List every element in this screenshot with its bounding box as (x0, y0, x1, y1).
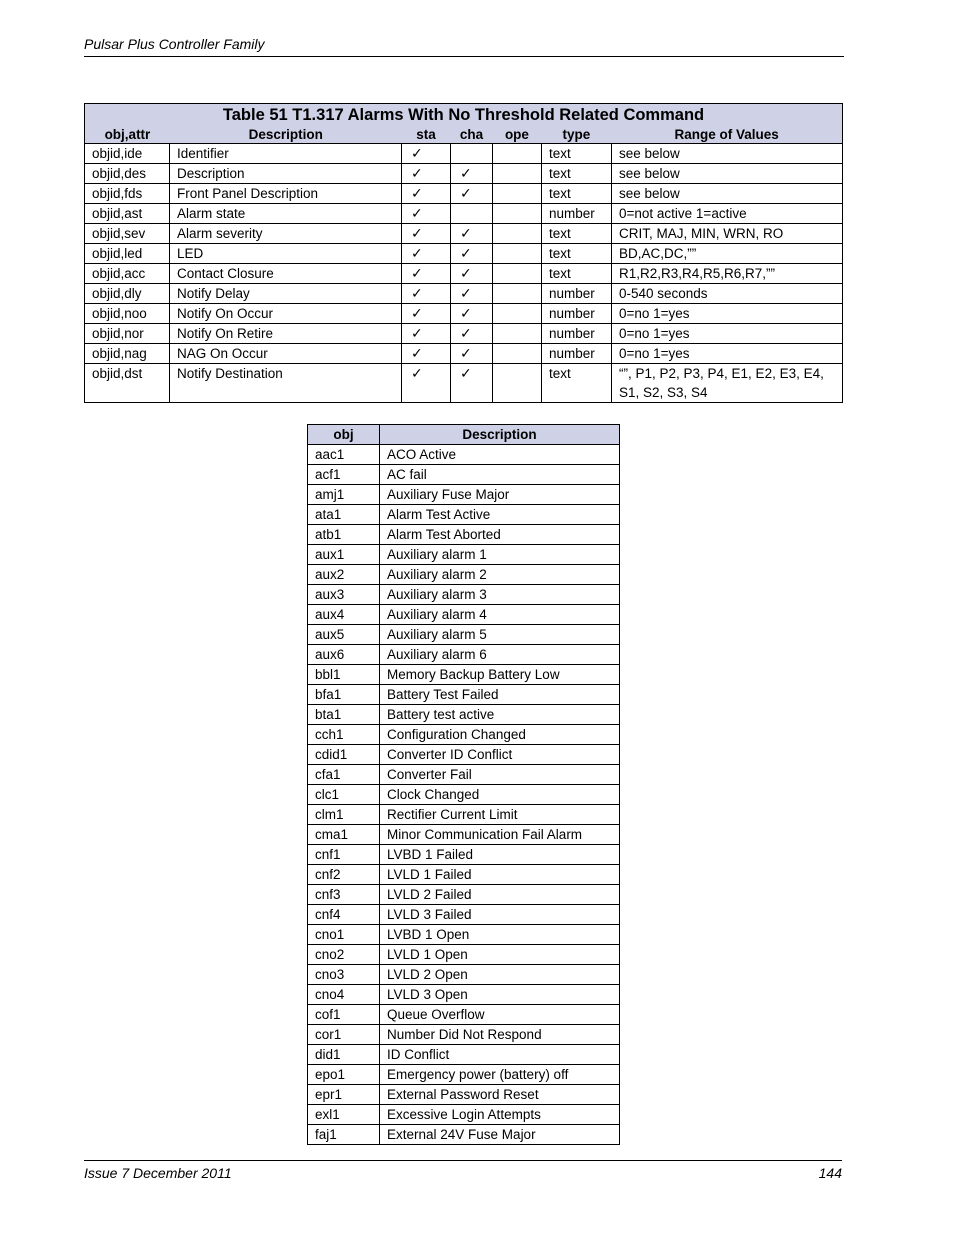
ope-cell (493, 364, 542, 403)
alarms-table-body (85, 144, 843, 403)
obj-cell: cma1 (308, 825, 380, 845)
obj-cell: ata1 (308, 505, 380, 525)
col-header-range: Range of Values (674, 127, 779, 142)
range-cell: R1,R2,R3,R4,R5,R6,R7,”” (612, 264, 843, 284)
range-cell: 0=no 1=yes (612, 304, 843, 324)
table-row (85, 264, 843, 284)
obj-cell: did1 (308, 1045, 380, 1065)
obj-cell: aux4 (308, 605, 380, 625)
obj-description-cell: Converter Fail (380, 765, 620, 785)
attr-cell: objid,dst (85, 364, 170, 403)
obj-description-cell: Auxiliary alarm 5 (380, 625, 620, 645)
obj-cell: cnf4 (308, 905, 380, 925)
obj-cell: aux6 (308, 645, 380, 665)
running-footer (84, 1160, 842, 1183)
table-row (308, 925, 620, 945)
range-cell: CRIT, MAJ, MIN, WRN, RO (612, 224, 843, 244)
sta-cell: ✓ (402, 144, 451, 164)
table-row (308, 665, 620, 685)
table-row (308, 785, 620, 805)
obj-cell: epo1 (308, 1065, 380, 1085)
type-cell: text (542, 164, 612, 184)
table-row (308, 1125, 620, 1145)
table-row (85, 304, 843, 324)
sta-cell: ✓ (402, 364, 451, 403)
obj-description-cell: AC fail (380, 465, 620, 485)
table-row (85, 144, 843, 164)
obj-description-cell: Auxiliary alarm 2 (380, 565, 620, 585)
cha-cell: ✓ (451, 364, 493, 403)
attr-cell: objid,noo (85, 304, 170, 324)
type-cell: number (542, 204, 612, 224)
obj-cell: aac1 (308, 445, 380, 465)
col-header-cha: cha (459, 127, 484, 142)
obj-cell: exl1 (308, 1105, 380, 1125)
table-row (308, 845, 620, 865)
obj-description-cell: Auxiliary alarm 6 (380, 645, 620, 665)
table-header-band (85, 104, 843, 144)
obj-description-cell: Number Did Not Respond (380, 1025, 620, 1045)
running-header (84, 35, 844, 57)
obj-cell: cdid1 (308, 745, 380, 765)
obj-cell: amj1 (308, 485, 380, 505)
table-row (308, 945, 620, 965)
ope-cell (493, 304, 542, 324)
obj-cell: acf1 (308, 465, 380, 485)
type-cell: text (542, 244, 612, 264)
col-header-type: type (562, 127, 591, 142)
table-row (308, 585, 620, 605)
table-row (308, 525, 620, 545)
table-row (308, 985, 620, 1005)
obj-description-cell: LVLD 3 Failed (380, 905, 620, 925)
description-cell: Notify Destination (170, 364, 402, 403)
obj-description-cell: Alarm Test Active (380, 505, 620, 525)
col-header-description: Description (248, 127, 323, 142)
table-row (85, 324, 843, 344)
sta-cell: ✓ (402, 204, 451, 224)
obj-description-cell: External Password Reset (380, 1085, 620, 1105)
attr-cell: objid,led (85, 244, 170, 264)
cha-cell: ✓ (451, 324, 493, 344)
table-row (308, 805, 620, 825)
obj-cell: cch1 (308, 725, 380, 745)
obj-description-cell: Converter ID Conflict (380, 745, 620, 765)
table-row (308, 1085, 620, 1105)
attr-cell: objid,acc (85, 264, 170, 284)
obj-description-cell: Battery test active (380, 705, 620, 725)
type-cell: text (542, 224, 612, 244)
table-title: Table 51 T1.317 Alarms With No Threshold Related Command (222, 106, 705, 124)
range-cell: see below (612, 164, 843, 184)
attr-cell: objid,ide (85, 144, 170, 164)
obj-cell: cno4 (308, 985, 380, 1005)
obj-description-cell: ID Conflict (380, 1045, 620, 1065)
table-row (308, 725, 620, 745)
cha-cell: ✓ (451, 244, 493, 264)
ope-cell (493, 244, 542, 264)
cha-cell: ✓ (451, 184, 493, 204)
obj-cell: aux3 (308, 585, 380, 605)
obj-description-cell: Emergency power (battery) off (380, 1065, 620, 1085)
obj-description-cell: Battery Test Failed (380, 685, 620, 705)
attr-cell: objid,nag (85, 344, 170, 364)
table-row (308, 905, 620, 925)
obj-cell: cnf3 (308, 885, 380, 905)
table-row (308, 825, 620, 845)
range-cell: 0=not active 1=active (612, 204, 843, 224)
range-cell: 0=no 1=yes (612, 324, 843, 344)
page-number: 144 (818, 1165, 842, 1181)
table-row (308, 965, 620, 985)
obj-description-cell: LVLD 2 Failed (380, 885, 620, 905)
description-cell: Identifier (170, 144, 402, 164)
ope-cell (493, 184, 542, 204)
ope-cell (493, 324, 542, 344)
obj-cell: cno3 (308, 965, 380, 985)
attr-cell: objid,fds (85, 184, 170, 204)
table-row (85, 204, 843, 224)
obj-cell: aux5 (308, 625, 380, 645)
obj-description-cell: ACO Active (380, 445, 620, 465)
ope-cell (493, 224, 542, 244)
type-cell: number (542, 284, 612, 304)
description-cell: NAG On Occur (170, 344, 402, 364)
table-row (308, 1005, 620, 1025)
table-row (308, 885, 620, 905)
sta-cell: ✓ (402, 224, 451, 244)
table-row (308, 705, 620, 725)
sta-cell: ✓ (402, 284, 451, 304)
obj-cell: bbl1 (308, 665, 380, 685)
cha-cell (451, 204, 493, 224)
obj-cell: cno1 (308, 925, 380, 945)
ope-cell (493, 164, 542, 184)
attr-cell: objid,des (85, 164, 170, 184)
obj-description-cell: Rectifier Current Limit (380, 805, 620, 825)
alarm-object-table (307, 424, 620, 1145)
sta-cell: ✓ (402, 304, 451, 324)
sta-cell: ✓ (402, 344, 451, 364)
table-row (308, 865, 620, 885)
obj-description-cell: Auxiliary alarm 4 (380, 605, 620, 625)
attr-cell: objid,ast (85, 204, 170, 224)
table-row (308, 1065, 620, 1085)
sta-cell: ✓ (402, 264, 451, 284)
col-header-sta: sta (416, 127, 436, 142)
ope-cell (493, 344, 542, 364)
obj-description-cell: Configuration Changed (380, 725, 620, 745)
table-row (308, 565, 620, 585)
table-row (85, 164, 843, 184)
obj-description-cell: LVLD 3 Open (380, 985, 620, 1005)
obj-description-cell: Auxiliary alarm 3 (380, 585, 620, 605)
col-header-obj: obj (308, 425, 380, 445)
obj-cell: epr1 (308, 1085, 380, 1105)
column-headers (85, 126, 842, 143)
issue-date: Issue 7 December 2011 (84, 1165, 232, 1181)
attr-cell: objid,sev (85, 224, 170, 244)
obj-description-cell: Queue Overflow (380, 1005, 620, 1025)
obj-description-cell: LVBD 1 Failed (380, 845, 620, 865)
table-row (85, 184, 843, 204)
cha-cell: ✓ (451, 164, 493, 184)
table-row (85, 224, 843, 244)
obj-cell: bfa1 (308, 685, 380, 705)
obj-cell: cof1 (308, 1005, 380, 1025)
table-row (85, 284, 843, 304)
description-cell: Notify On Occur (170, 304, 402, 324)
table-row (308, 1025, 620, 1045)
obj-cell: cno2 (308, 945, 380, 965)
table-row (308, 485, 620, 505)
sta-cell: ✓ (402, 184, 451, 204)
table-row (308, 445, 620, 465)
cha-cell (451, 144, 493, 164)
obj-description-cell: Excessive Login Attempts (380, 1105, 620, 1125)
table-row (308, 605, 620, 625)
cha-cell: ✓ (451, 264, 493, 284)
obj-cell: cfa1 (308, 765, 380, 785)
table-row (308, 545, 620, 565)
description-cell: Notify Delay (170, 284, 402, 304)
ope-cell (493, 204, 542, 224)
obj-cell: cnf2 (308, 865, 380, 885)
col-header-obj-description: Description (380, 425, 620, 445)
obj-cell: bta1 (308, 705, 380, 725)
obj-cell: aux2 (308, 565, 380, 585)
cha-cell: ✓ (451, 344, 493, 364)
type-cell: text (542, 364, 612, 403)
range-cell: BD,AC,DC,”” (612, 244, 843, 264)
obj-description-cell: Auxiliary alarm 1 (380, 545, 620, 565)
obj-description-cell: External 24V Fuse Major (380, 1125, 620, 1145)
table-row (308, 765, 620, 785)
obj-cell: aux1 (308, 545, 380, 565)
description-cell: Notify On Retire (170, 324, 402, 344)
description-cell: Front Panel Description (170, 184, 402, 204)
obj-cell: clc1 (308, 785, 380, 805)
description-cell: LED (170, 244, 402, 264)
ope-cell (493, 144, 542, 164)
table-row (308, 1045, 620, 1065)
table-row (85, 344, 843, 364)
table-row (308, 1105, 620, 1125)
type-cell: number (542, 304, 612, 324)
table-row (308, 685, 620, 705)
type-cell: text (542, 264, 612, 284)
description-cell: Contact Closure (170, 264, 402, 284)
table-row (308, 745, 620, 765)
obj-cell: cnf1 (308, 845, 380, 865)
table-row (308, 625, 620, 645)
col-header-attr: obj,attr (104, 127, 151, 142)
obj-description-cell: Auxiliary Fuse Major (380, 485, 620, 505)
obj-description-cell: Alarm Test Aborted (380, 525, 620, 545)
obj-cell: atb1 (308, 525, 380, 545)
description-cell: Description (170, 164, 402, 184)
sta-cell: ✓ (402, 164, 451, 184)
table-row (308, 465, 620, 485)
range-cell: see below (612, 184, 843, 204)
range-cell: 0-540 seconds (612, 284, 843, 304)
table-row (308, 645, 620, 665)
alarms-attribute-table (84, 103, 843, 403)
attr-cell: objid,nor (85, 324, 170, 344)
sta-cell: ✓ (402, 244, 451, 264)
sta-cell: ✓ (402, 324, 451, 344)
type-cell: text (542, 184, 612, 204)
table-row (85, 244, 843, 264)
type-cell: text (542, 144, 612, 164)
table-row (85, 364, 843, 403)
description-cell: Alarm state (170, 204, 402, 224)
table-row (308, 505, 620, 525)
range-cell: 0=no 1=yes (612, 344, 843, 364)
obj-cell: faj1 (308, 1125, 380, 1145)
attr-cell: objid,dly (85, 284, 170, 304)
obj-cell: clm1 (308, 805, 380, 825)
range-cell: see below (612, 144, 843, 164)
obj-description-cell: LVBD 1 Open (380, 925, 620, 945)
cha-cell: ✓ (451, 284, 493, 304)
obj-description-cell: LVLD 2 Open (380, 965, 620, 985)
obj-description-cell: Minor Communication Fail Alarm (380, 825, 620, 845)
type-cell: number (542, 324, 612, 344)
ope-cell (493, 264, 542, 284)
type-cell: number (542, 344, 612, 364)
obj-description-cell: LVLD 1 Failed (380, 865, 620, 885)
object-table-body (308, 445, 620, 1145)
obj-cell: cor1 (308, 1025, 380, 1045)
obj-description-cell: Memory Backup Battery Low (380, 665, 620, 685)
obj-description-cell: Clock Changed (380, 785, 620, 805)
description-cell: Alarm severity (170, 224, 402, 244)
obj-description-cell: LVLD 1 Open (380, 945, 620, 965)
cha-cell: ✓ (451, 224, 493, 244)
col-header-ope: ope (504, 127, 529, 142)
range-cell: “”, P1, P2, P3, P4, E1, E2, E3, E4, S1, S2, S3, S4 (612, 364, 843, 403)
cha-cell: ✓ (451, 304, 493, 324)
document-title: Pulsar Plus Controller Family (84, 36, 265, 52)
ope-cell (493, 284, 542, 304)
